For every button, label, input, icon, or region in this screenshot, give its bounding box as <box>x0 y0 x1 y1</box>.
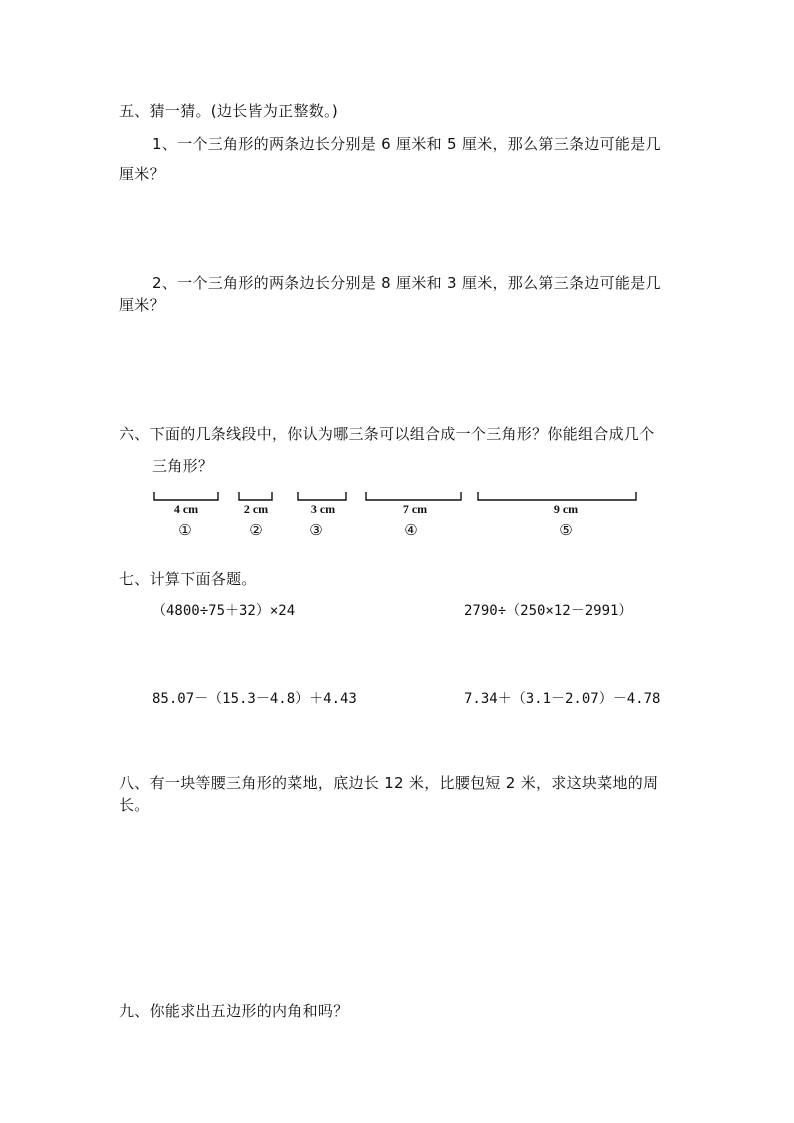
section6-heading-line1: 六、下面的几条线段中，你认为哪三条可以组合成一个三角形？你能组合成几个 <box>119 425 655 443</box>
expression-1: （4800÷75＋32）×24 <box>152 603 296 619</box>
line-segments-figure <box>148 486 648 542</box>
segment-4 <box>366 492 461 539</box>
segment-3 <box>298 492 346 539</box>
expression-2: 2790÷（250×12－2991） <box>464 603 633 619</box>
segment-3-number: ③ <box>309 521 323 539</box>
section8-line2: 长。 <box>119 796 150 814</box>
section8-line1: 八、有一块等腰三角形的菜地，底边长 12 米，比腰包短 2 米，求这块菜地的周 <box>119 774 659 792</box>
segment-2 <box>239 492 272 539</box>
segment-1 <box>154 492 218 539</box>
segment-5 <box>478 492 636 539</box>
segment-3-length: 3 cm <box>310 502 336 516</box>
section7-heading: 七、计算下面各题。 <box>119 570 257 588</box>
segment-2-number: ② <box>249 521 263 539</box>
question-5-1-line2: 厘米？ <box>119 165 165 183</box>
segment-1-length: 4 cm <box>173 502 199 516</box>
section5-heading: 五、猜一猜。(边长皆为正整数。) <box>119 102 339 120</box>
segment-4-length: 7 cm <box>402 502 428 516</box>
expression-3: 85.07－（15.3－4.8）＋4.43 <box>152 691 357 707</box>
section6-heading-line2: 三角形？ <box>152 457 214 475</box>
question-5-2-line2: 厘米？ <box>119 296 165 314</box>
segment-4-number: ④ <box>404 521 418 539</box>
segment-5-number: ⑤ <box>559 521 573 539</box>
segment-2-length: 2 cm <box>243 502 269 516</box>
section9-heading: 九、你能求出五边形的内角和吗？ <box>119 1002 349 1020</box>
segment-1-number: ① <box>178 521 192 539</box>
question-5-1-line1: 1、一个三角形的两条边长分别是 6 厘米和 5 厘米，那么第三条边可能是几 <box>152 135 661 153</box>
expression-4: 7.34＋（3.1－2.07）－4.78 <box>464 691 661 707</box>
question-5-2-line1: 2、一个三角形的两条边长分别是 8 厘米和 3 厘米，那么第三条边可能是几 <box>152 274 661 292</box>
segment-5-length: 9 cm <box>553 502 579 516</box>
